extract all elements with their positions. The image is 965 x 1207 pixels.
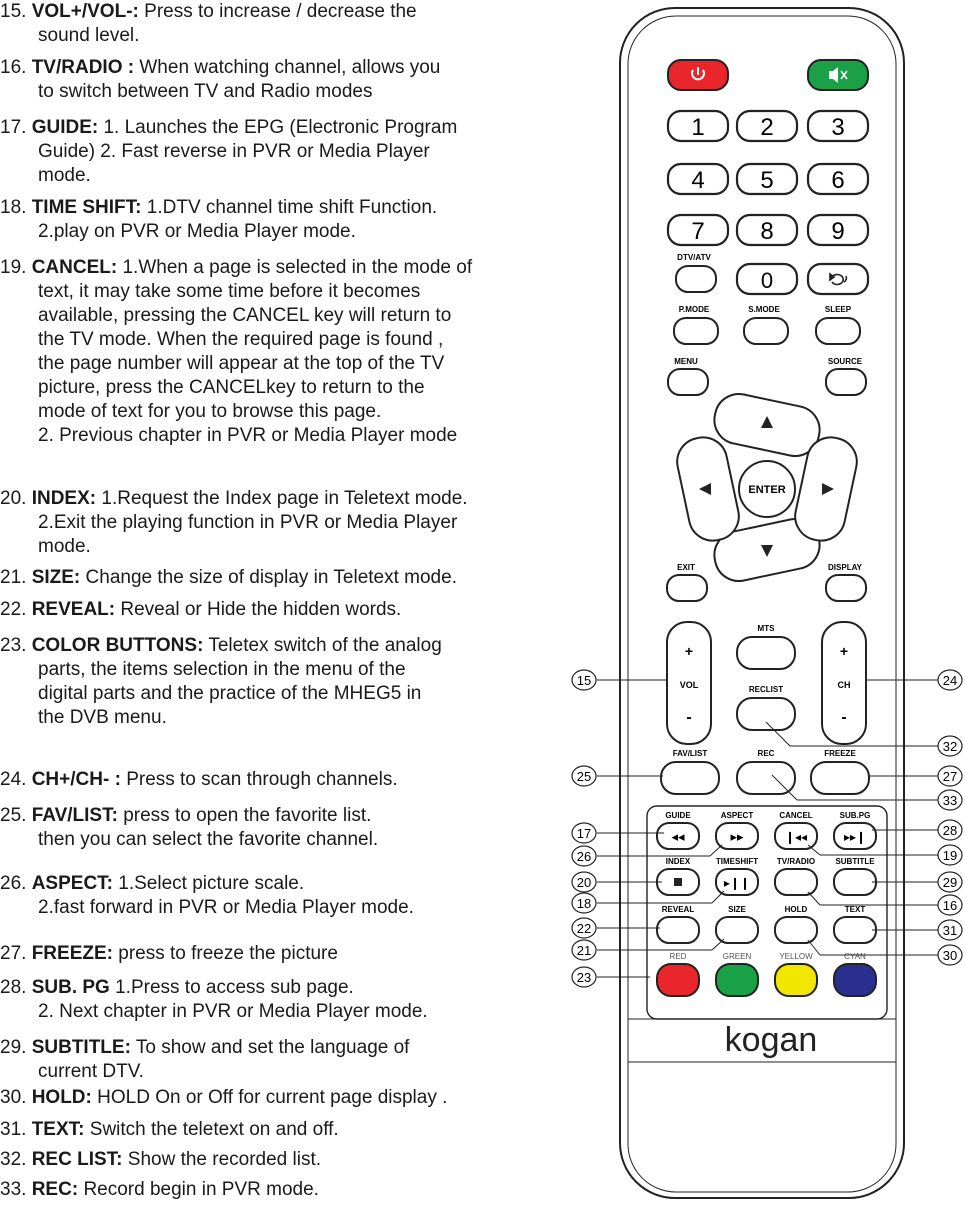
digit-label-1: 1 <box>691 114 705 141</box>
manual-item-term: HOLD: <box>31 1087 92 1108</box>
display-label: DISPLAY <box>828 563 862 572</box>
manual-item-number: 21. <box>0 567 27 588</box>
callout-number-23: 23 <box>576 970 592 985</box>
manual-item-first-line <box>0 0 417 24</box>
manual-item-description: 2. Next chapter in PVR or Media Player mode. <box>38 1001 428 1022</box>
manual-item-description: Guide) 2. Fast reverse in PVR or Media Player <box>38 141 430 162</box>
sleep-button[interactable] <box>816 318 860 344</box>
manual-item-24 <box>0 768 398 792</box>
callout-number-28: 28 <box>942 823 958 838</box>
reclist-button[interactable] <box>737 698 795 730</box>
manual-item-18 <box>0 196 437 244</box>
manual-item-continuation-line <box>0 304 472 328</box>
manual-item-number: 24. <box>0 769 27 790</box>
manual-item-19 <box>0 256 472 448</box>
manual-item-first-line <box>0 1118 339 1142</box>
mts-label: MTS <box>757 624 775 633</box>
manual-item-term: SUBTITLE: <box>31 1037 131 1058</box>
remote-control-diagram <box>560 0 965 1202</box>
guide-label: GUIDE <box>665 811 691 820</box>
manual-item-term: REVEAL: <box>31 599 116 620</box>
manual-item-number: 26. <box>0 873 27 894</box>
manual-item-term: TEXT: <box>31 1119 85 1140</box>
manual-item-number: 31. <box>0 1119 27 1140</box>
manual-item-continuation-line <box>0 328 472 352</box>
callout-number-22: 22 <box>576 921 592 936</box>
manual-item-description: Teletex switch of the analog <box>208 635 442 656</box>
manual-item-term: VOL+/VOL-: <box>31 1 139 22</box>
reveal-button[interactable] <box>657 917 699 943</box>
manual-item-20 <box>0 487 468 559</box>
blue-button[interactable] <box>834 964 876 996</box>
callout-number-16: 16 <box>942 898 958 913</box>
source-button[interactable] <box>826 369 866 395</box>
manual-item-continuation-line <box>0 280 472 304</box>
manual-item-26 <box>0 872 414 920</box>
mts-button[interactable] <box>737 637 795 669</box>
callout-number-24: 24 <box>942 673 958 688</box>
manual-item-description: text, it may take some time before it becomes <box>38 281 421 302</box>
red-button[interactable] <box>657 964 699 996</box>
manual-item-number: 19. <box>0 257 27 278</box>
manual-item-32 <box>0 1148 321 1172</box>
manual-item-term: GUIDE: <box>31 117 99 138</box>
digit-label-9: 9 <box>831 218 845 245</box>
manual-item-description: 1.DTV channel time shift Function. <box>146 197 438 218</box>
manual-item-continuation-line <box>0 896 414 920</box>
callout-badges-right <box>938 670 962 965</box>
manual-item-description: When watching channel, allows you <box>139 57 441 78</box>
callout-number-15: 15 <box>576 673 592 688</box>
manual-item-term: REC LIST: <box>31 1149 123 1170</box>
cyan-label: CYAN <box>844 952 866 961</box>
manual-item-continuation-line <box>0 706 442 730</box>
yellow-label: YELLOW <box>779 952 813 961</box>
tv-radio-label: TV/RADIO <box>776 857 816 866</box>
callout-number-25: 25 <box>576 769 592 784</box>
channel-minus-label: - <box>841 709 847 726</box>
manual-item-number: 18. <box>0 197 27 218</box>
manual-item-description: Press to scan through channels. <box>126 769 398 790</box>
manual-item-term: CH+/CH- : <box>31 769 121 790</box>
previous-chapter-icon: ❙◂◂ <box>784 830 808 844</box>
timeshift-label: TIMESHIFT <box>715 857 759 866</box>
manual-item-term: SUB. PG <box>31 977 110 998</box>
channel-label: CH <box>837 680 851 690</box>
callout-badges-left <box>572 670 596 987</box>
exit-button[interactable] <box>667 575 707 601</box>
manual-item-continuation-line <box>0 80 440 104</box>
digit-label-5: 5 <box>760 167 774 194</box>
sub-pg-label: SUB.PG <box>839 811 871 820</box>
manual-item-description: 1.When a page is selected in the mode of <box>122 257 473 278</box>
volume-minus-label: - <box>686 709 692 726</box>
manual-item-description: then you can select the favorite channel. <box>38 829 379 850</box>
manual-item-first-line <box>0 116 457 140</box>
manual-item-description: press to open the favorite list. <box>123 805 372 826</box>
freeze-button[interactable] <box>811 762 869 794</box>
text-label: TEXT <box>844 905 866 914</box>
manual-item-number: 27. <box>0 943 27 964</box>
rewind-icon: ◂◂ <box>671 829 685 844</box>
manual-item-term: TV/RADIO : <box>31 57 135 78</box>
manual-item-description: the TV mode. When the required page is found , <box>38 329 444 350</box>
callout-number-26: 26 <box>576 849 592 864</box>
manual-item-continuation-line <box>0 511 468 535</box>
volume-label: VOL <box>679 680 699 690</box>
callout-number-31: 31 <box>942 923 958 938</box>
green-label: GREEN <box>722 952 752 961</box>
manual-item-description: available, pressing the CANCEL key will return to <box>38 305 452 326</box>
manual-item-first-line <box>0 487 468 511</box>
manual-item-description: Switch the teletext on and off. <box>89 1119 339 1140</box>
manual-item-term: FAV/LIST: <box>31 805 118 826</box>
menu-button[interactable] <box>668 369 708 395</box>
manual-item-continuation-line <box>0 1060 409 1084</box>
manual-item-description: Reveal or Hide the hidden words. <box>120 599 402 620</box>
callout-number-27: 27 <box>942 769 958 784</box>
manual-item-term: FREEZE: <box>31 943 113 964</box>
manual-item-first-line <box>0 196 437 220</box>
manual-item-term: CANCEL: <box>31 257 118 278</box>
manual-item-continuation-line <box>0 164 457 188</box>
manual-item-continuation-line <box>0 658 442 682</box>
manual-item-30 <box>0 1086 447 1110</box>
manual-item-description: mode of text for you to browse this page. <box>38 401 382 422</box>
manual-item-description: 1.Select picture scale. <box>118 873 305 894</box>
manual-item-number: 23. <box>0 635 27 656</box>
manual-item-23 <box>0 634 442 730</box>
manual-item-description: sound level. <box>38 25 140 46</box>
manual-item-term: SIZE: <box>31 567 81 588</box>
manual-item-number: 28. <box>0 977 27 998</box>
manual-item-description: 2.play on PVR or Media Player mode. <box>38 221 356 242</box>
fav-list-label: FAV/LIST <box>672 749 708 758</box>
manual-item-15 <box>0 0 417 48</box>
s-mode-button[interactable] <box>744 318 788 344</box>
red-label: RED <box>669 952 687 961</box>
callout-number-32: 32 <box>942 739 958 754</box>
play-pause-icon: ▸❙❙ <box>723 876 751 890</box>
manual-item-description: picture, press the CANCELkey to return to the <box>38 377 425 398</box>
freeze-label: FREEZE <box>824 749 856 758</box>
exit-label: EXIT <box>677 563 695 572</box>
digit-label-2: 2 <box>760 114 774 141</box>
manual-item-16 <box>0 56 440 104</box>
manual-item-term: REC: <box>31 1179 79 1200</box>
manual-item-number: 32. <box>0 1149 27 1170</box>
dtv-atv-label: DTV/ATV <box>677 253 711 262</box>
digit-label-4: 4 <box>691 167 705 194</box>
green-button[interactable] <box>716 964 758 996</box>
callout-number-21: 21 <box>576 943 592 958</box>
size-label: SIZE <box>728 905 746 914</box>
callout-number-17: 17 <box>576 826 592 841</box>
dtv-atv-button[interactable] <box>676 266 716 292</box>
manual-item-description: mode. <box>38 536 91 557</box>
manual-item-first-line <box>0 768 398 792</box>
manual-item-first-line <box>0 872 414 896</box>
manual-item-number: 29. <box>0 1037 27 1058</box>
manual-item-number: 25. <box>0 805 27 826</box>
stop-icon <box>674 878 682 886</box>
manual-item-description: to switch between TV and Radio modes <box>38 81 373 102</box>
manual-item-first-line <box>0 942 338 966</box>
manual-item-number: 33. <box>0 1179 27 1200</box>
fast-forward-icon: ▸▸ <box>730 829 744 844</box>
fav-list-button[interactable] <box>661 762 719 794</box>
subtitle-label: SUBTITLE <box>835 857 875 866</box>
manual-item-continuation-line <box>0 24 417 48</box>
manual-item-description: Change the size of display in Teletext mode. <box>85 567 457 588</box>
manual-item-description: HOLD On or Off for current page display . <box>97 1087 448 1108</box>
manual-item-description: press to freeze the picture <box>118 943 338 964</box>
sleep-label: SLEEP <box>824 305 852 314</box>
manual-item-description: the page number will appear at the top of the TV <box>38 353 445 374</box>
digit-label-6: 6 <box>831 167 845 194</box>
source-label: SOURCE <box>827 357 863 366</box>
manual-item-continuation-line <box>0 682 442 706</box>
manual-item-27 <box>0 942 338 966</box>
manual-item-continuation-line <box>0 376 472 400</box>
manual-item-description: the DVB menu. <box>38 707 167 728</box>
brand-logo: kogan <box>724 1021 818 1059</box>
manual-item-term: INDEX: <box>31 488 97 509</box>
manual-item-first-line <box>0 1086 447 1110</box>
manual-item-continuation-line <box>0 828 378 852</box>
manual-item-first-line <box>0 1148 321 1172</box>
manual-item-description: 1. Launches the EPG (Electronic Program <box>103 117 458 138</box>
callout-number-18: 18 <box>576 896 592 911</box>
size-button[interactable] <box>716 917 758 943</box>
manual-item-number: 30. <box>0 1087 27 1108</box>
reclist-label: RECLIST <box>748 685 784 694</box>
cancel-label: CANCEL <box>779 811 813 820</box>
recall-button[interactable] <box>808 264 868 294</box>
manual-item-description: Record begin in PVR mode. <box>83 1179 319 1200</box>
manual-item-term: COLOR BUTTONS: <box>31 635 204 656</box>
manual-item-description: current DTV. <box>38 1061 144 1082</box>
callout-number-20: 20 <box>576 875 592 890</box>
manual-item-continuation-line <box>0 424 472 448</box>
tv-radio-button[interactable] <box>775 869 817 895</box>
manual-item-description: 1.Request the Index page in Teletext mode. <box>101 488 468 509</box>
manual-item-first-line <box>0 598 401 622</box>
yellow-button[interactable] <box>775 964 817 996</box>
manual-item-term: TIME SHIFT: <box>31 197 142 218</box>
manual-item-first-line <box>0 256 472 280</box>
manual-item-description: 2.Exit the playing function in PVR or Media Player <box>38 512 458 533</box>
manual-item-22 <box>0 598 401 622</box>
manual-item-number: 20. <box>0 488 27 509</box>
manual-item-first-line <box>0 976 428 1000</box>
reveal-label: REVEAL <box>661 905 695 914</box>
manual-item-28 <box>0 976 428 1024</box>
digit-label-7: 7 <box>691 218 705 245</box>
rec-label: REC <box>757 749 775 758</box>
manual-item-first-line <box>0 804 378 828</box>
display-button[interactable] <box>826 575 866 601</box>
manual-item-17 <box>0 116 457 188</box>
manual-item-continuation-line <box>0 220 437 244</box>
manual-item-description: 1.Press to access sub page. <box>115 977 354 998</box>
hold-button[interactable] <box>775 917 817 943</box>
manual-item-term: ASPECT: <box>31 873 113 894</box>
digit-label-0: 0 <box>760 268 774 293</box>
manual-item-description: mode. <box>38 165 91 186</box>
manual-item-29 <box>0 1036 409 1084</box>
manual-item-continuation-line <box>0 535 468 559</box>
p-mode-label: P.MODE <box>678 305 710 314</box>
hold-label: HOLD <box>784 905 808 914</box>
digit-label-3: 3 <box>831 114 845 141</box>
menu-label: MENU <box>674 357 698 366</box>
manual-item-continuation-line <box>0 1000 428 1024</box>
manual-item-25 <box>0 804 378 852</box>
manual-item-description: 2.fast forward in PVR or Media Player mode. <box>38 897 414 918</box>
p-mode-button[interactable] <box>674 318 718 344</box>
volume-plus-label: + <box>684 643 694 659</box>
next-chapter-icon: ▸▸❙ <box>843 830 867 844</box>
manual-item-number: 22. <box>0 599 27 620</box>
manual-item-description: 2. Previous chapter in PVR or Media Player mode <box>38 425 458 446</box>
manual-item-description: parts, the items selection in the menu of the <box>38 659 406 680</box>
text-button[interactable] <box>834 917 876 943</box>
manual-item-number: 17. <box>0 117 27 138</box>
manual-item-description: Show the recorded list. <box>127 1149 322 1170</box>
manual-item-description: digital parts and the practice of the MHEG5 in <box>38 683 422 704</box>
s-mode-label: S.MODE <box>748 305 780 314</box>
manual-item-21 <box>0 566 457 590</box>
manual-item-31 <box>0 1118 339 1142</box>
manual-item-description: Press to increase / decrease the <box>144 1 417 22</box>
index-label: INDEX <box>665 857 691 866</box>
manual-item-continuation-line <box>0 352 472 376</box>
manual-item-number: 15. <box>0 1 27 22</box>
aspect-label: ASPECT <box>720 811 754 820</box>
manual-item-33 <box>0 1178 319 1202</box>
callout-number-33: 33 <box>942 793 958 808</box>
callout-number-30: 30 <box>942 948 958 963</box>
manual-item-first-line <box>0 56 440 80</box>
manual-item-first-line <box>0 1036 409 1060</box>
subtitle-button[interactable] <box>834 869 876 895</box>
manual-item-first-line <box>0 1178 319 1202</box>
channel-plus-label: + <box>839 643 849 659</box>
manual-item-number: 16. <box>0 57 27 78</box>
enter-label: ENTER <box>748 484 786 496</box>
manual-item-first-line <box>0 566 457 590</box>
callout-number-29: 29 <box>942 875 958 890</box>
callout-number-19: 19 <box>942 848 958 863</box>
manual-item-description: To show and set the language of <box>135 1037 410 1058</box>
manual-item-continuation-line <box>0 400 472 424</box>
digit-label-8: 8 <box>760 218 774 245</box>
manual-item-continuation-line <box>0 140 457 164</box>
manual-item-first-line <box>0 634 442 658</box>
